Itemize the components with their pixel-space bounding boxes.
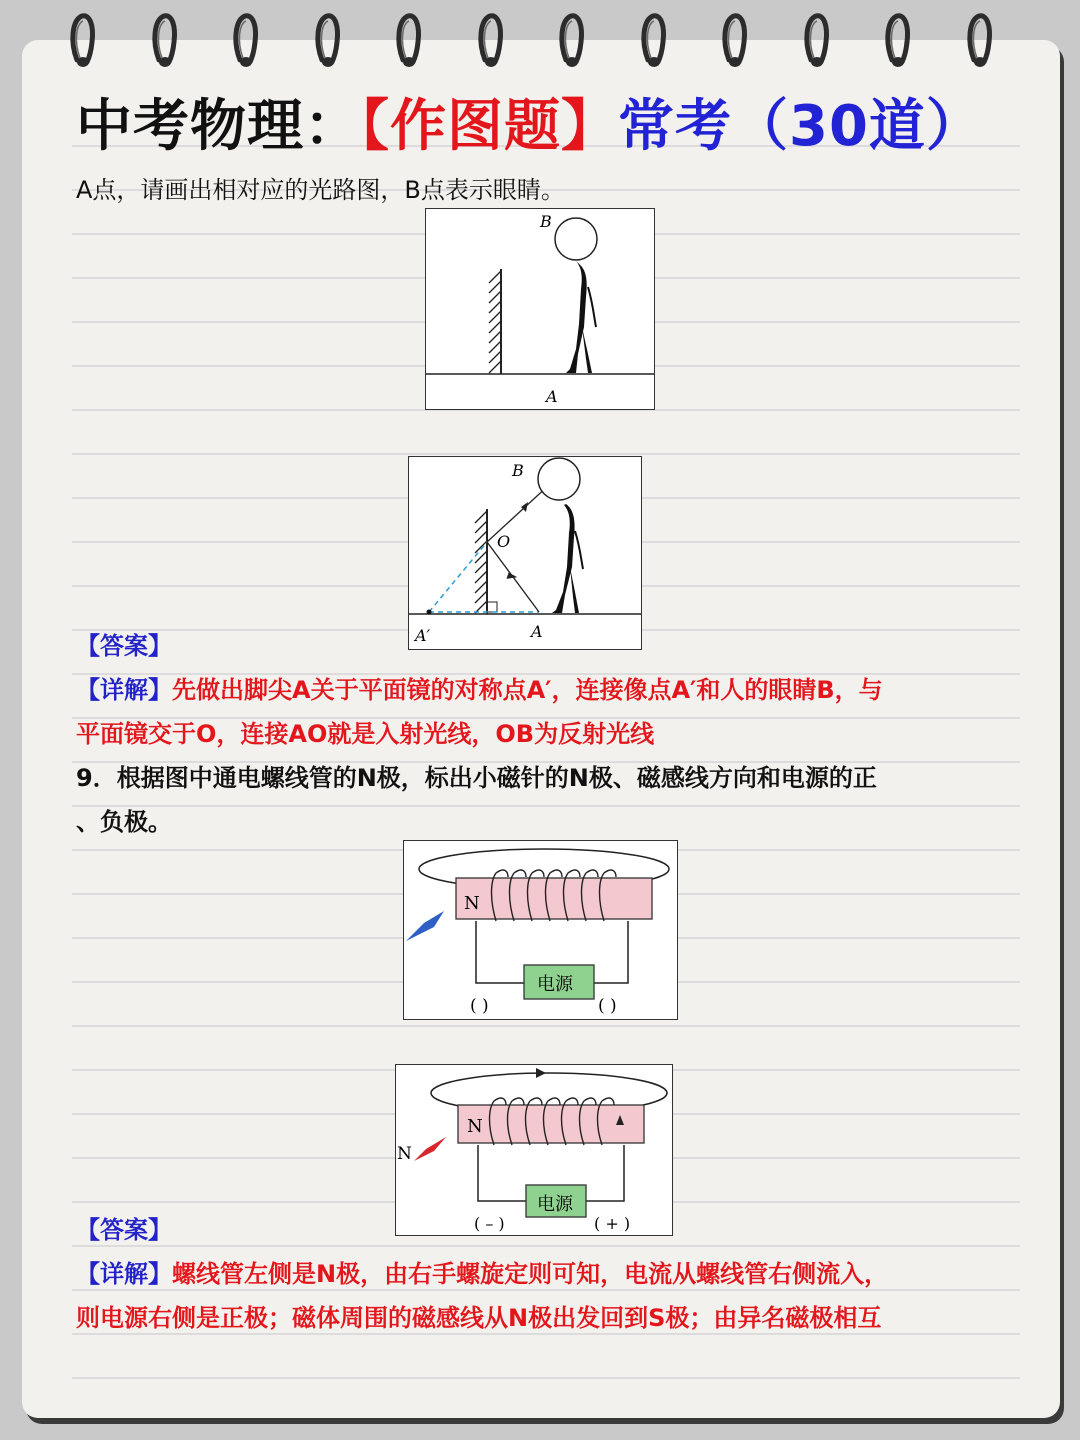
right-terminal-blank: ( ) — [598, 996, 617, 1016]
mirror-hatch — [475, 511, 487, 613]
ruled-line — [72, 805, 1020, 807]
q8-explain-text1: 先做出脚尖A关于平面镜的对称点A′，连接像点A′和人的眼睛B，与 — [172, 676, 883, 704]
power-source-label: 电源 — [537, 974, 573, 995]
binding-ring — [557, 12, 587, 70]
label-a-prime: A′ — [415, 626, 431, 645]
title-part-subject: 中考物理： — [76, 94, 361, 159]
right-terminal-plus: ( + ) — [594, 1214, 631, 1233]
binding-ring — [394, 12, 424, 70]
q8-question-text: A点，请画出相对应的光路图，B点表示眼睛。 — [76, 176, 565, 204]
compass-needle — [406, 911, 444, 941]
page-title — [76, 82, 983, 162]
q9-answer-figure — [395, 1064, 673, 1236]
ruled-line — [72, 453, 1020, 455]
q8-answer-figure — [408, 456, 642, 650]
spiral-binding — [0, 0, 1080, 70]
ruled-line — [72, 1025, 1020, 1027]
binding-ring — [720, 12, 750, 70]
title-part-count: 常考（30道） — [618, 94, 983, 159]
solenoid-pole-label: N — [464, 893, 480, 914]
q9-explain-text1: 螺线管左侧是N极，由右手螺旋定则可知，电流从螺线管右侧流入， — [172, 1260, 889, 1288]
ruled-line — [72, 1377, 1020, 1379]
q8-explanation-line2: 平面镜交于O，连接AO就是入射光线，OB为反射光线 — [76, 720, 655, 748]
solenoid-pole-label: N — [467, 1116, 483, 1137]
q9-explanation-line2: 则电源右侧是正极；磁体周围的磁感线从N极出发回到S极；由异名磁极相互 — [76, 1304, 882, 1332]
q9-answer-label: 【答案】 — [76, 1216, 172, 1244]
label-a: A — [531, 622, 543, 641]
binding-ring — [802, 12, 832, 70]
label-b: B — [512, 461, 524, 480]
binding-ring — [68, 12, 98, 70]
compass-needle — [414, 1137, 446, 1161]
binding-ring — [965, 12, 995, 70]
power-source-label: 电源 — [537, 1194, 573, 1215]
label-b: B — [540, 212, 552, 231]
q8-explanation-line1 — [76, 670, 883, 705]
title-part-topic: 【作图题】 — [361, 94, 618, 159]
binding-ring — [231, 12, 261, 70]
binding-ring — [883, 12, 913, 70]
q8-mirror-figure — [425, 208, 655, 410]
ruled-line — [72, 1245, 1020, 1247]
left-terminal-minus: ( – ) — [474, 1214, 505, 1233]
binding-ring — [313, 12, 343, 70]
needle-n-label: N — [397, 1144, 412, 1164]
mirror-hatch — [489, 271, 501, 373]
q9-explain-label: 【详解】 — [76, 1260, 172, 1288]
ruled-line — [72, 1333, 1020, 1335]
q9-question-line1: 9．根据图中通电螺线管的N极，标出小磁针的N极、磁感线方向和电源的正 — [76, 764, 877, 792]
q8-explain-label: 【详解】 — [76, 676, 172, 704]
person-figure — [555, 218, 597, 373]
label-o: O — [497, 532, 511, 551]
ruled-line — [72, 1289, 1020, 1291]
binding-ring — [476, 12, 506, 70]
q9-explanation-line1 — [76, 1254, 888, 1289]
q9-solenoid-figure — [403, 840, 678, 1020]
label-a: A — [546, 387, 558, 406]
person-figure — [538, 458, 583, 613]
left-terminal-blank: ( ) — [470, 996, 489, 1016]
q9-question-line2: 、负极。 — [76, 808, 172, 836]
binding-ring — [639, 12, 669, 70]
binding-ring — [150, 12, 180, 70]
q8-answer-label: 【答案】 — [76, 632, 172, 660]
